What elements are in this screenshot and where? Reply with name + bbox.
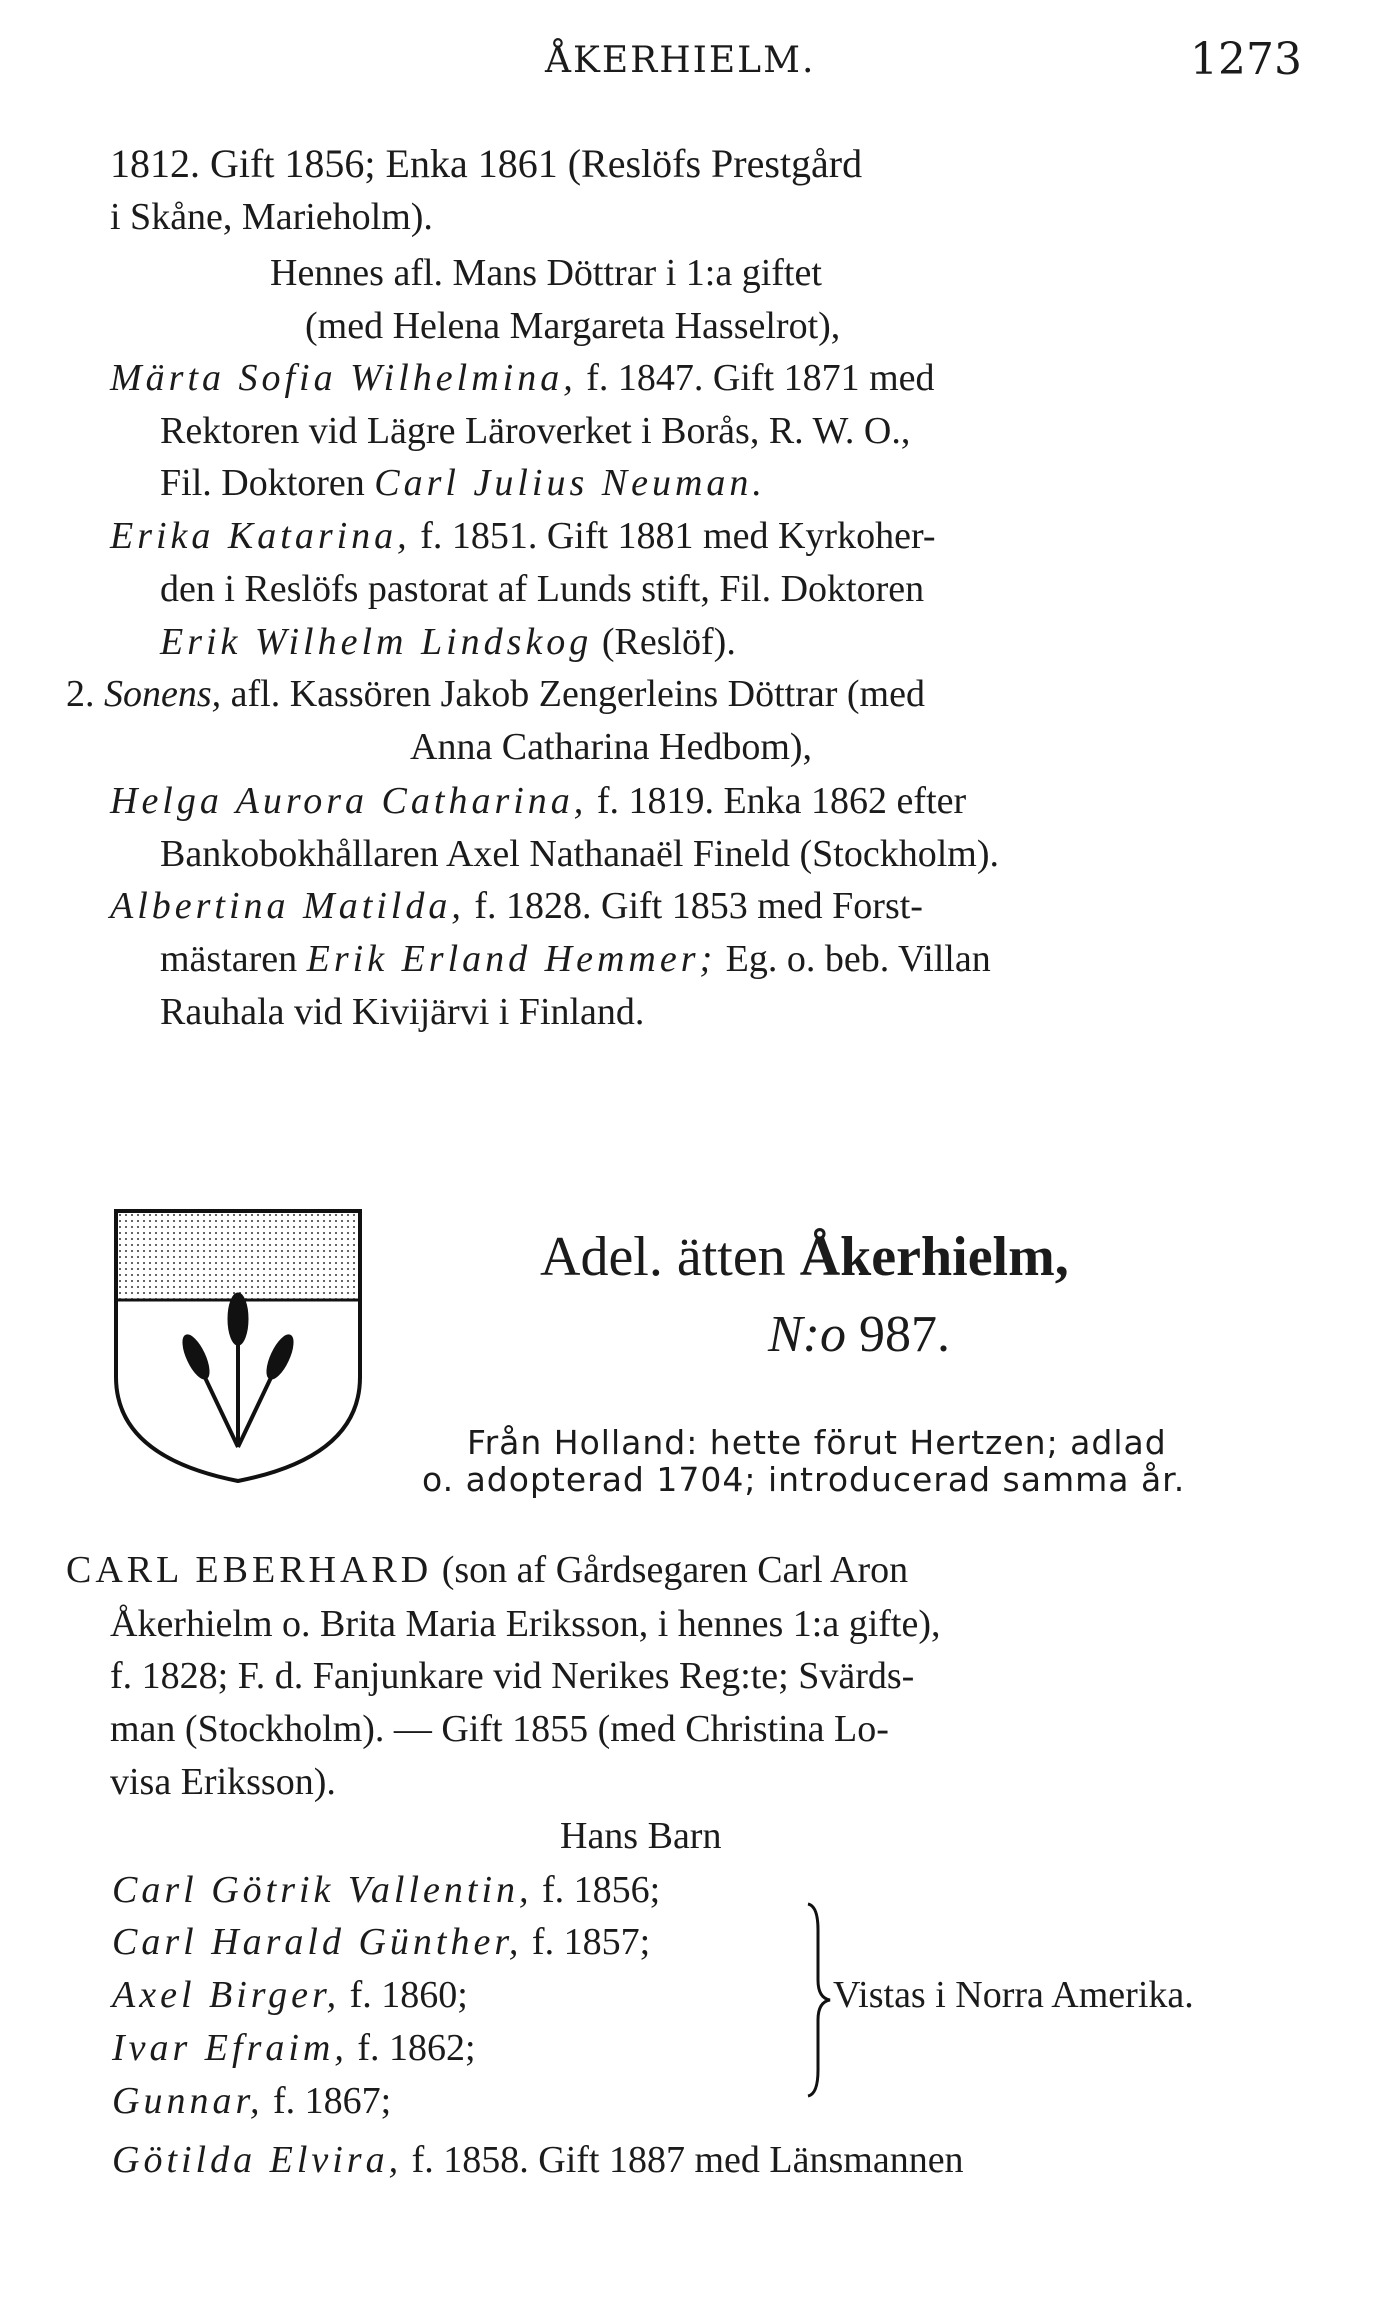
text-line: Anna Catharina Hedbom),	[410, 726, 813, 768]
list-item: Carl Götrik Vallentin, f. 1856;	[112, 1869, 661, 1911]
text-line: CARL EBERHARD (son af Gårdsegaren Carl Aron	[66, 1549, 909, 1591]
section-heading: Hans Barn	[560, 1815, 722, 1857]
list-item: Axel Birger, f. 1860;	[112, 1974, 468, 2016]
text-line: den i Reslöfs pastorat af Lunds stift, Fil. Doktoren	[160, 568, 925, 610]
family-title: Adel. ätten Åkerhielm,	[540, 1226, 1069, 1288]
text-line: Rektoren vid Lägre Läroverket i Borås, R. W. O.,	[160, 410, 911, 452]
text-line: Hennes afl. Mans Döttrar i 1:a giftet	[270, 252, 822, 294]
running-header: ÅKERHIELM.	[545, 40, 816, 81]
origin-note: o. adopterad 1704; introducerad samma år.	[422, 1460, 1186, 1499]
text-line: Rauhala vid Kivijärvi i Finland.	[160, 991, 645, 1033]
text-line: visa Eriksson).	[110, 1761, 336, 1803]
person-name: Götilda Elvira,	[112, 2139, 403, 2181]
list-item: Ivar Efraim, f. 1862;	[112, 2027, 476, 2069]
person-name: Märta Sofia Wilhelmina,	[110, 357, 577, 399]
page-number: 1273	[1190, 34, 1302, 85]
branch-label: Sonens,	[104, 673, 222, 715]
text-line: Erik Wilhelm Lindskog (Reslöf).	[160, 621, 736, 663]
text-line: mästaren Erik Erland Hemmer; Eg. o. beb. Villan	[160, 938, 991, 980]
text-line: Erika Katarina, f. 1851. Gift 1881 med Kyrkoher-	[110, 515, 936, 557]
family-number: N:o 987.	[768, 1306, 950, 1363]
text-line: Fil. Doktoren Carl Julius Neuman.	[160, 462, 766, 504]
text-line: 2. Sonens, afl. Kassören Jakob Zengerleins Döttrar (med	[66, 673, 925, 715]
children-note: Vistas i Norra Amerika.	[833, 1974, 1194, 2016]
person-name: CARL EBERHARD	[66, 1549, 433, 1591]
text-line: (med Helena Margareta Hasselrot),	[305, 305, 841, 347]
text-line: Märta Sofia Wilhelmina, f. 1847. Gift 1871 med	[110, 357, 935, 399]
person-name: Erika Katarina,	[110, 515, 411, 557]
list-item: Carl Harald Günther, f. 1857;	[112, 1921, 651, 1963]
text-line: Götilda Elvira, f. 1858. Gift 1887 med Länsmannen	[112, 2139, 964, 2181]
text-line: Helga Aurora Catharina, f. 1819. Enka 1862 efter	[110, 780, 967, 822]
person-name: Erik Wilhelm Lindskog	[160, 621, 593, 663]
text-line: Albertina Matilda, f. 1828. Gift 1853 med Forst-	[110, 885, 923, 927]
text-line: i Skåne, Marieholm).	[110, 196, 433, 238]
text-line: 1812. Gift 1856; Enka 1861 (Reslöfs Prestgård	[110, 141, 863, 186]
person-name: Erik Erland Hemmer;	[306, 938, 717, 980]
person-name: Helga Aurora Catharina,	[110, 780, 588, 822]
coat-of-arms-icon	[112, 1207, 364, 1485]
person-name: Carl Julius Neuman.	[374, 462, 766, 504]
text-line: Bankobokhållaren Axel Nathanaël Fineld (Stockholm).	[160, 833, 999, 875]
text-line: man (Stockholm). — Gift 1855 (med Christina Lo-	[110, 1708, 889, 1750]
text-line: f. 1828; F. d. Fanjunkare vid Nerikes Reg:te; Svärds-	[110, 1655, 915, 1697]
origin-note: Från Holland: hette förut Hertzen; adlad	[467, 1423, 1167, 1462]
person-name: Albertina Matilda,	[110, 885, 465, 927]
text-line: Åkerhielm o. Brita Maria Eriksson, i hennes 1:a gifte),	[110, 1603, 941, 1645]
list-item: Gunnar, f. 1867;	[112, 2080, 392, 2122]
